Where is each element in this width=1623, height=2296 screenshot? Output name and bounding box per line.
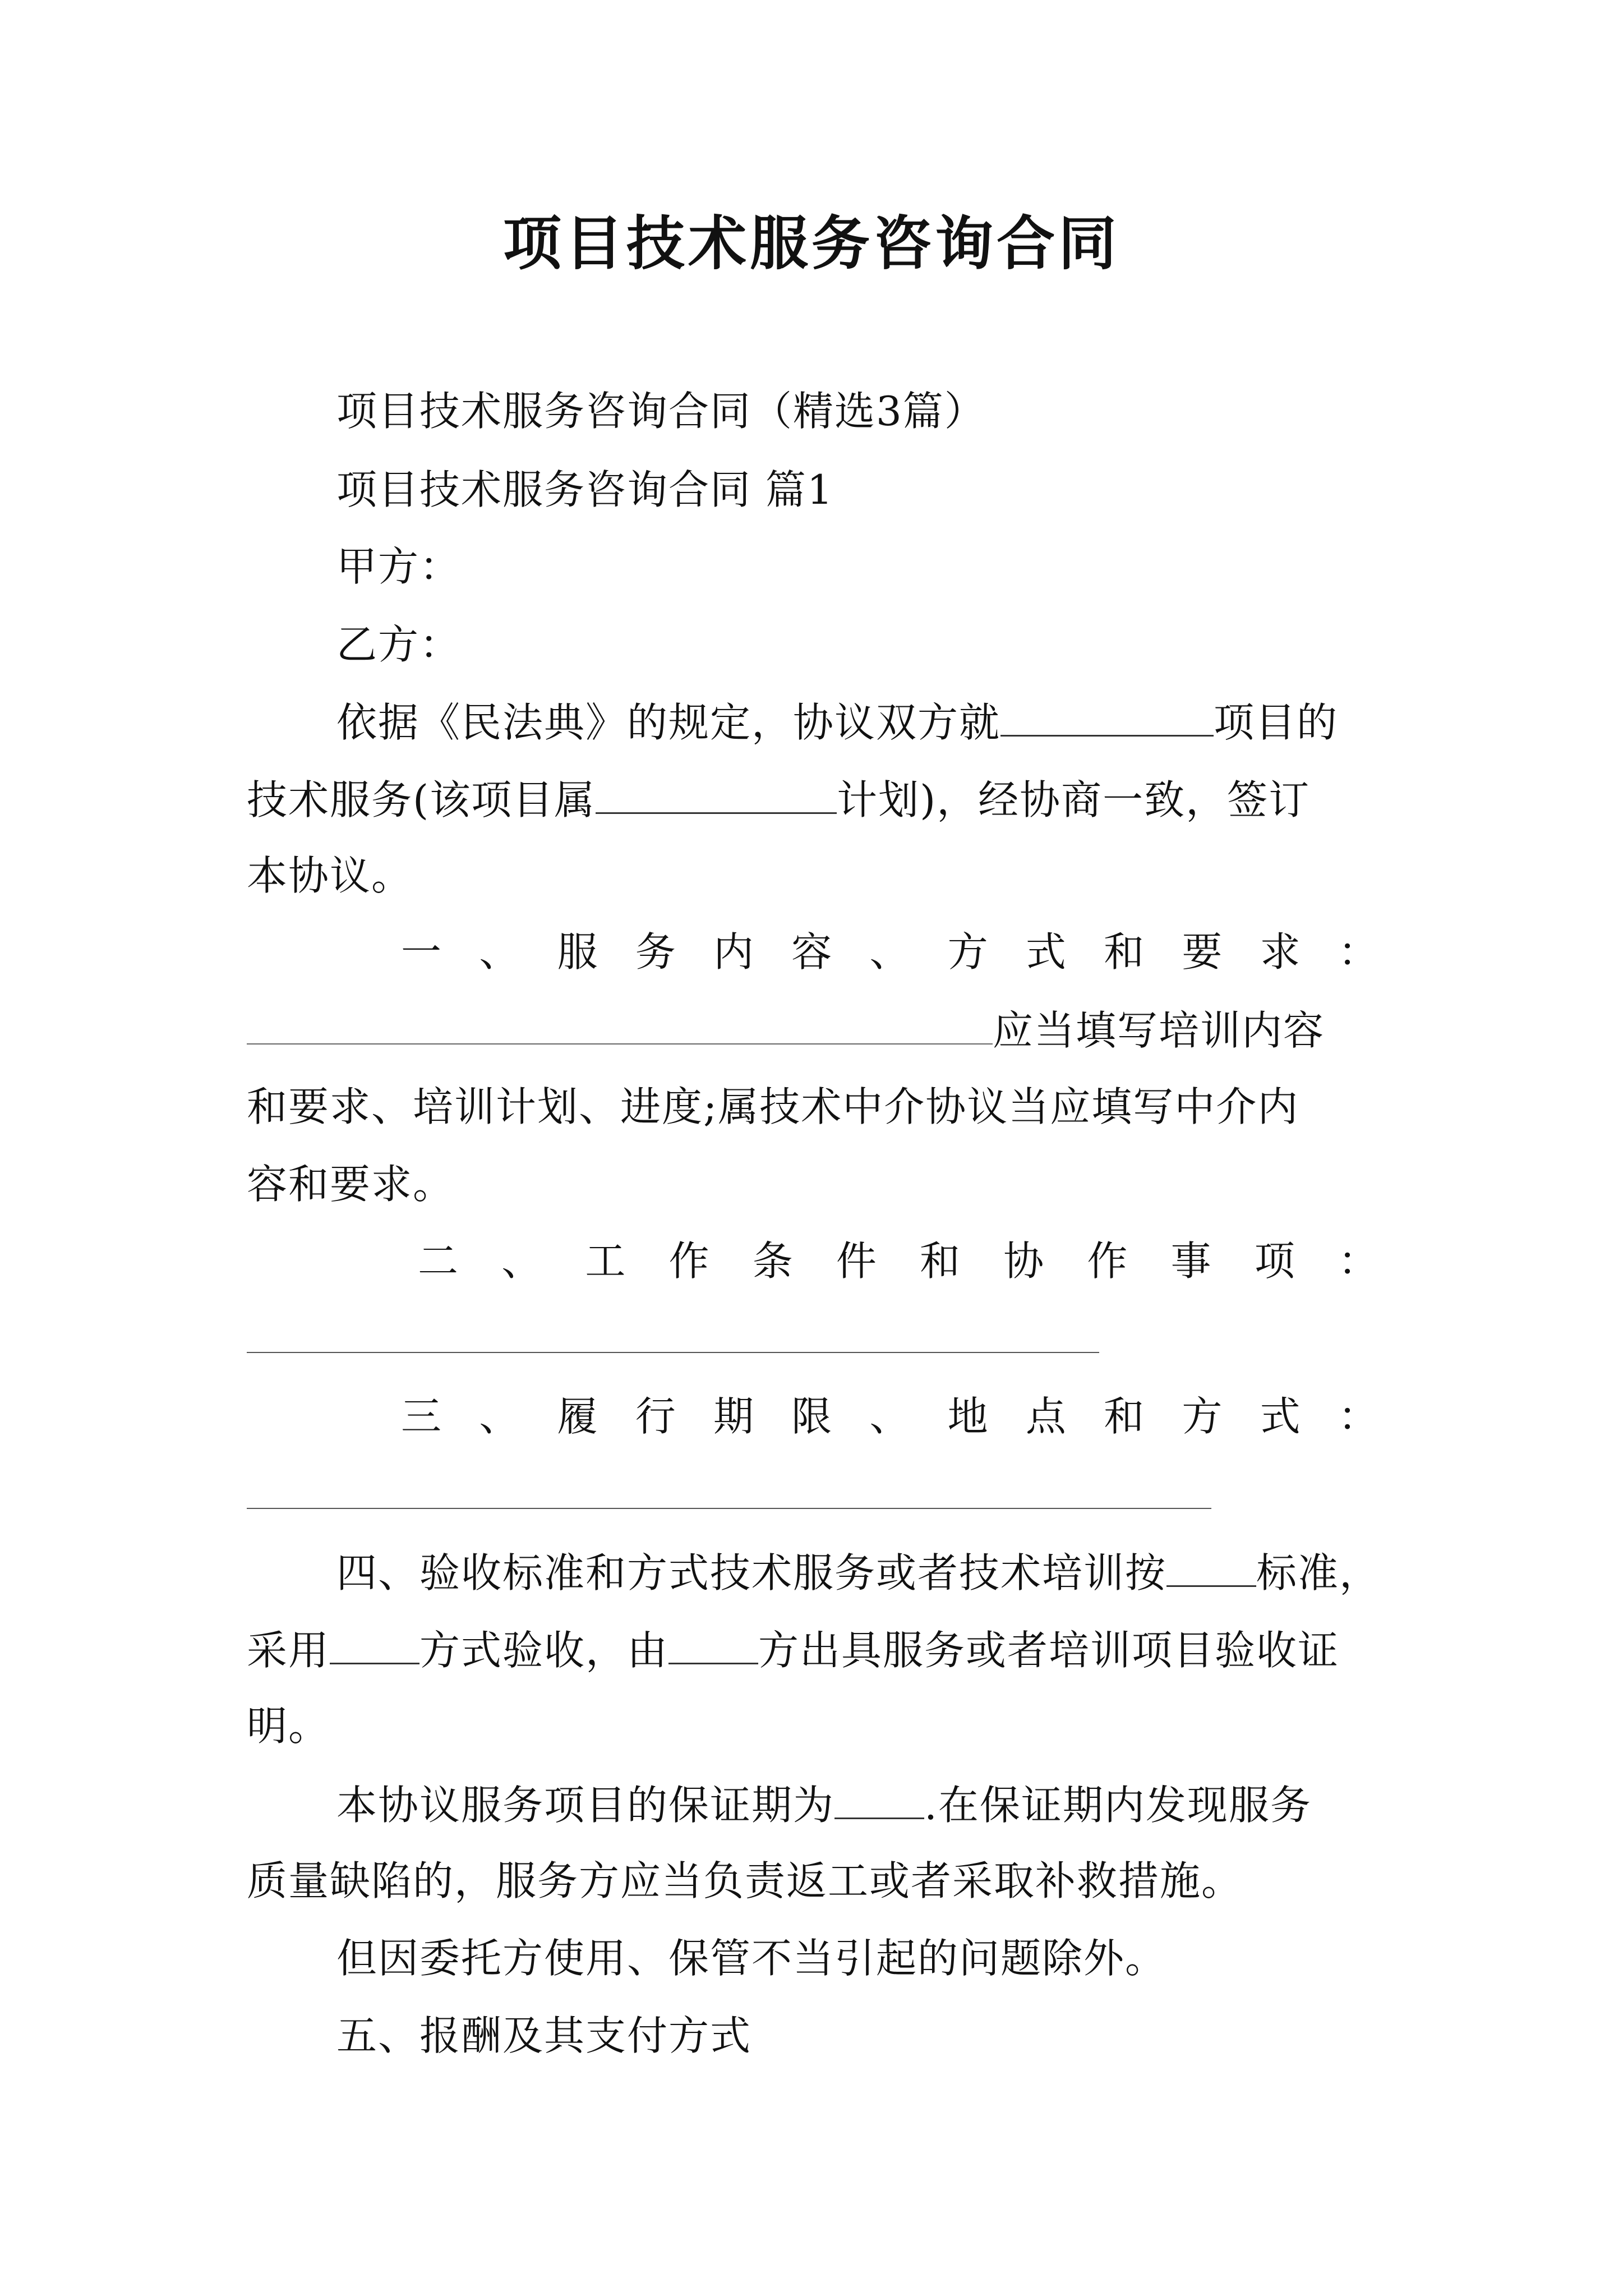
section-2-blank-line[interactable] [247, 1352, 1099, 1353]
heading-char: 行 [635, 1393, 677, 1440]
project-name-blank[interactable] [1000, 696, 1214, 737]
party-a-label: 甲方： [336, 543, 462, 590]
heading-char: 式 [1025, 928, 1067, 976]
subtitle-line: 项目技术服务咨询合同（精选3篇） [336, 388, 986, 435]
warranty-line-2: 质量缺陷的，服务方应当负责返工或者采取补救措施。 [247, 1857, 1243, 1904]
heading-char: 、 [869, 928, 911, 976]
heading-char: 、 [501, 1237, 543, 1285]
exception-line: 但因委托方使用、保管不当引起的问题除外。 [336, 1935, 1167, 1982]
heading-char: 和 [1104, 1393, 1146, 1440]
heading-char: 务 [635, 928, 677, 976]
heading-char: 和 [1104, 928, 1146, 976]
warranty-line-1 [247, 1778, 1469, 1830]
warranty-text-b: .在保证期内发现服务 [924, 1782, 1312, 1829]
heading-char: 履 [557, 1393, 599, 1440]
heading-char: 事 [1170, 1237, 1212, 1285]
document-title: 项目技术服务咨询合同 [502, 209, 1120, 278]
heading-char: 、 [869, 1393, 911, 1440]
heading-char: 方 [1182, 1393, 1224, 1440]
heading-char: 、 [479, 1393, 521, 1440]
section-4-text-e: 方出具服务或者培训项目验收证 [758, 1627, 1340, 1674]
heading-char: 内 [713, 928, 755, 976]
heading-char: 作 [668, 1237, 711, 1285]
party-b-label: 乙方： [336, 621, 462, 668]
part1-heading: 项目技术服务咨询合同 篇1 [336, 466, 834, 513]
heading-char: 点 [1025, 1393, 1067, 1440]
heading-char: 期 [713, 1393, 755, 1440]
intro-line-1 [247, 696, 1469, 748]
heading-char: 作 [1087, 1237, 1129, 1285]
party-blank[interactable] [668, 1623, 758, 1664]
heading-char: 一 [401, 928, 443, 976]
section-3-blank-line[interactable] [247, 1508, 1211, 1509]
heading-char: 服 [557, 928, 599, 976]
heading-char: 方 [947, 928, 989, 976]
heading-char: 协 [1003, 1237, 1045, 1285]
heading-char: 件 [836, 1237, 878, 1285]
heading-char: ： [1338, 1393, 1380, 1440]
section-4-text-c: 采用 [247, 1627, 330, 1674]
section-1-heading [401, 927, 1380, 977]
heading-char: 要 [1182, 928, 1224, 976]
section-1-line-2 [247, 1004, 1380, 1056]
heading-char: 限 [791, 1393, 833, 1440]
intro-line-3: 本协议。 [247, 852, 413, 899]
heading-char: 地 [947, 1393, 989, 1440]
section-4-line-1 [247, 1546, 1469, 1598]
standard-blank[interactable] [1166, 1546, 1256, 1587]
warranty-text-a: 本协议服务项目的保证期为 [336, 1782, 835, 1829]
section-4-text-b: 标准， [1256, 1549, 1381, 1596]
intro-text-b: 项目的 [1214, 699, 1339, 746]
heading-char: 条 [752, 1237, 794, 1285]
heading-char: 式 [1260, 1393, 1302, 1440]
intro-text-c: 技术服务(该项目属 [247, 776, 596, 823]
heading-char: 容 [791, 928, 833, 976]
plan-name-blank[interactable] [596, 773, 837, 814]
section-4-text-a: 四、验收标准和方式技术服务或者技术培训按 [336, 1549, 1167, 1596]
intro-text-d: 计划)，经协商一致，签订 [837, 776, 1311, 823]
section-2-heading [418, 1236, 1380, 1286]
method-blank[interactable] [330, 1623, 419, 1664]
heading-char: 和 [920, 1237, 962, 1285]
heading-char: 项 [1254, 1237, 1296, 1285]
intro-text-a: 依据《民法典》的规定，协议双方就 [336, 699, 1001, 746]
section-4-line-3: 明。 [247, 1703, 330, 1750]
warranty-period-blank[interactable] [834, 1778, 924, 1819]
section-1-tail: 应当填写培训内容 [993, 1007, 1325, 1054]
intro-line-2 [247, 773, 1380, 825]
section-1-line-3: 和要求、培训计划、进度;属技术中介协议当应填写中介内 [247, 1083, 1299, 1130]
heading-char: 、 [479, 928, 521, 976]
section-4-line-2 [247, 1623, 1380, 1676]
heading-char: 三 [401, 1393, 443, 1440]
section-4-text-d: 方式验收，由 [419, 1627, 669, 1674]
section-1-line-4: 容和要求。 [247, 1161, 455, 1208]
heading-char: 求 [1260, 928, 1302, 976]
heading-char: 工 [585, 1237, 627, 1285]
heading-char: 二 [418, 1237, 460, 1285]
heading-char: ： [1338, 1237, 1380, 1285]
heading-char: ： [1338, 928, 1380, 976]
service-content-blank[interactable] [247, 1004, 993, 1045]
section-3-heading [401, 1391, 1380, 1442]
section-5-heading: 五、报酬及其支付方式 [336, 2012, 752, 2059]
